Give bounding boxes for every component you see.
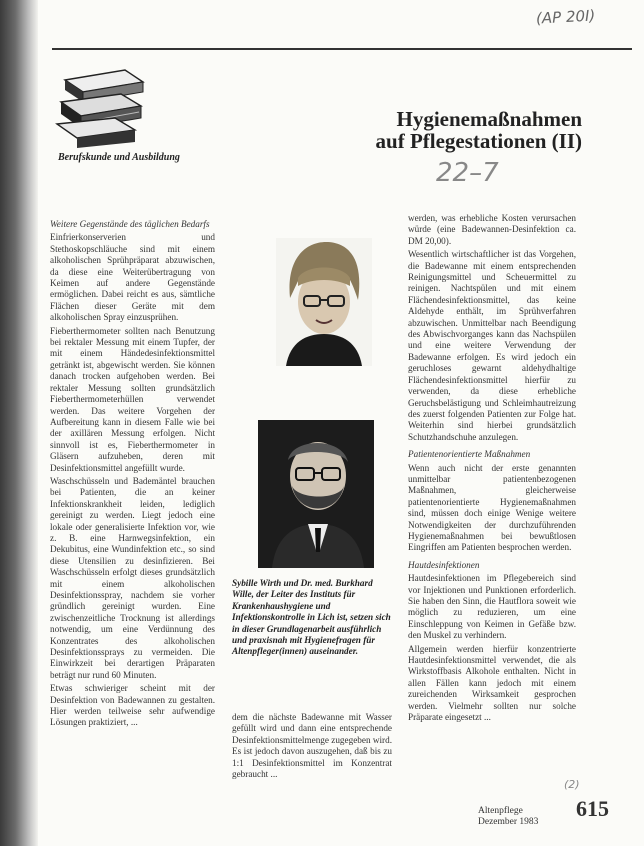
books-illustration — [55, 60, 150, 148]
paragraph: Fieberthermometer sollten nach Benutzung bei rektaler Messung mit einem Tupfer, der mit einem Händedesinfektionsmittel getränkt ist, abgewischt werden. Sie können danach trocken aufgehoben werden. Bei rektaler Messung sollten grundsätzlich Fieberthermometerhüllen verwendet werden. Das weitere Vorgehen der Aufbereitung kann in diesem Falle wie bei der axillären Messung erfolgen. Nicht sinnvoll ist es, Fieberthermometer in Gläsern aufzuheben, deren mit Desinfektionsmittel angefüllt wurde. — [50, 325, 215, 473]
title-line-1: Hygienemaßnahmen — [396, 107, 582, 131]
man-portrait-icon — [258, 420, 374, 568]
paragraph: Wesentlich wirtschaftlicher ist das Vorgehen, die Badewanne mit einem entsprechenden Reinigungsmittel und Scheuermittel zu reinigen. Nachtspülen und mit einem Flächendesinfektionsmittel, das keine Aldehyde enthält, im Sprühverfahren abzuwischen. Unmittelbar nach Beendigung des Abwischvorganges kann das Nachspülen und eine weitere Verwendung der Badewanne erfolgen. Es wird jedoch ein geruchloses gewarnt aldehydhaltige Flächendesinfektionsmittel hierfür zu verwenden, da diese erhebliche Geruchsbelästigung und Schleimhautreizung des zuerst folgenden Patienten zur Folge hat. Weiterhin sind hierbei grundsätzlich Schutzhandschuhe anzulegen. — [408, 249, 576, 442]
paragraph: Hautdesinfektionen im Pflegebereich sind vor Injektionen und Punktionen erforderlich. Sie haben den Sinn, die Hautflora soweit wie möglich zu reduzieren, um eine Einschleppung von Keimen in Gefäße bzw. den Muskel zu verhindern. — [408, 573, 576, 641]
author-photo-man — [258, 420, 374, 568]
header-rule — [52, 48, 632, 50]
subheading: Weitere Gegenstände des täglichen Bedarfs — [50, 219, 210, 229]
title-line-2: auf Pflegestationen (II) — [375, 129, 582, 153]
text-column-right — [408, 213, 576, 725]
paragraph: Wenn auch nicht der erste genannten unmittelbar patientenbezogenen Maßnahmen, gleicherweise patientenorientierte Hygienemaßnahmen sind, müssen doch einige Wenige weitere Notwendigkeiten der durchzuführenden Hygienemaßnahmen bei bewußtlosen Eingriffen am Patienten besprochen werden. — [408, 462, 576, 553]
text-column-middle — [232, 712, 392, 782]
woman-portrait-icon — [276, 238, 372, 366]
handwritten-page-mark: (2) — [564, 778, 580, 791]
page-number: 615 — [576, 796, 609, 821]
section-label: Berufskunde und Ausbildung — [58, 152, 180, 163]
journal-name: Altenpflege — [478, 806, 523, 816]
subheading: Hautdesinfektionen — [408, 559, 480, 570]
footer — [478, 806, 538, 828]
subheading: Patientenorientierte Maßnahmen — [408, 449, 531, 460]
text-column-left — [50, 213, 215, 731]
photo-caption: Sybille Wirth und Dr. med. Burkhard Wille, der Leiter des Instituts für Krankenhaushygiene und Infektionskontrolle in Lich ist, setzen sich in dieser Grundlagenarbeit ausführlich und praxisnah mit Hygienefragen für Altenpfleger(innen) auseinander. — [232, 578, 391, 657]
binding-shadow — [0, 0, 38, 846]
paragraph: dem die nächste Badewanne mit Wasser gefüllt wird und dann eine entsprechende Desinfektionsmittelmenge zugegeben wird. Es ist jedoch davon auszugehen, daß bis zu 1:1 Desinfektionsmittel im Konzentrat gebraucht ... — [232, 712, 392, 780]
handwritten-reference: (AP 20I) — [535, 6, 596, 28]
paragraph: Allgemein werden hierfür konzentrierte Hautdesinfektionsmittel verwendet, die als Wirkstoffbasis Alkohole enthalten. Nicht in allen Fällen kann jedoch mit einem zureichenden Wirksamkeit gesprochen werden. Vielmehr sollten nur solche Präparate eingesetzt ... — [408, 643, 576, 723]
paragraph: Waschschüsseln und Bademäntel brauchen bei Patienten, die an keiner Infektionskrankheit leiden, lediglich gereinigt zu werden. Liegt jedoch eine lokale oder generalisierte Infektion vor, wie z. B. eine Harnwegsinfektion, ein Dekubitus, eine Wundinfektion etc., so sind diese Utensilien zu desinfizieren. Bei Waschschüsseln erfolgt dieses grundsätzlich mit einem alkoholischen Desinfektionsspray, nachdem sie vorher gründlich gereinigt wurden. Eine zwischenzeitliche Trocknung ist allerdings notwendig, um eine Verdünnung des Konzentrates des alkoholischen Desinfektionssprays zu vermeiden. Die Einwirkzeit bei derartigen Präparaten beträgt nur rund 60 Minuten. — [50, 475, 215, 680]
paragraph: werden, was erhebliche Kosten verursachen würde (eine Badewannen-Desinfektion ca. DM 20,00). — [408, 213, 576, 246]
paragraph: Einfrierkonserverien und Stethoskopschläuche sind mit einem alkoholischen Sprühpräparat abzuwischen, da diese eine Weiterübertragung von Keimen auf andere Gegenstände ermöglichen. Dabei reicht es aus, sämtliche Flächen dieser Geräte mit dem alkoholischen Spray einzusprühen. — [50, 232, 215, 323]
article-title — [376, 108, 582, 152]
issue-date: Dezember 1983 — [478, 817, 539, 827]
author-photo-woman — [276, 238, 372, 366]
handwritten-mark: 22–7 — [436, 158, 499, 188]
paragraph: Etwas schwieriger scheint mit der Desinfektion von Badewannen zu gestalten. Hier werden teilweise sehr aufwendige Lösungen praktiziert, ... — [50, 683, 215, 728]
